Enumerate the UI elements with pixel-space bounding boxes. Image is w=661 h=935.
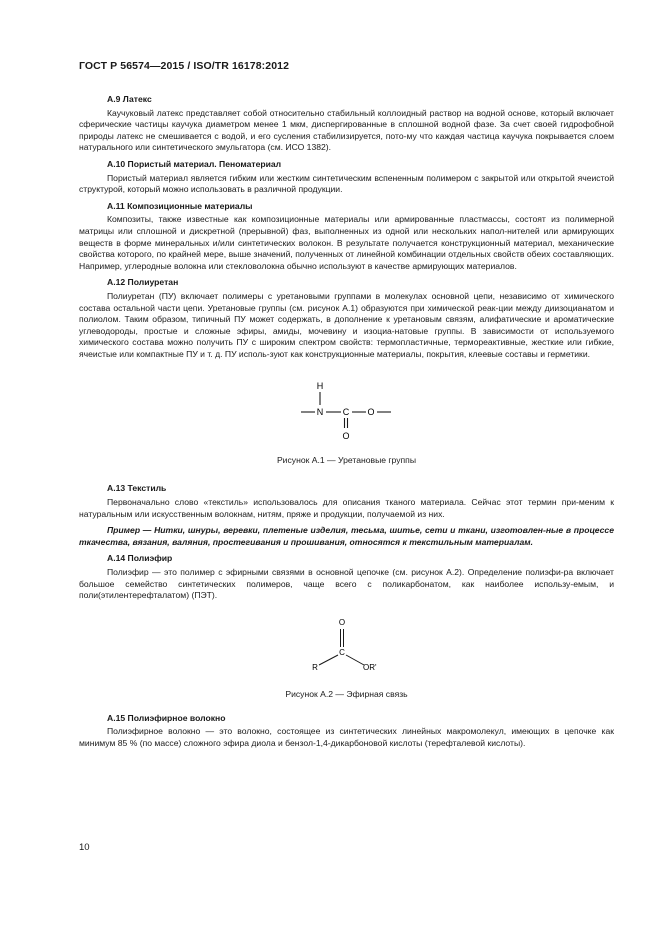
- section-a9: [79, 94, 614, 154]
- section-title: А.13 Текстиль: [107, 483, 167, 494]
- atom-c: C: [342, 407, 350, 418]
- paragraph: Композиты, также известные как композиционные материалы или армированные пластмассы, состоят из полимерной матрицы или сплошной и дискретной (прерывной) фаз, выполненных из одной или нескольких напол-нителей или армирующих веществ в форме минеральных и/или синтетических волокон. В результате получается конструкционный материал, механические свойства которого, по крайней мере, выше значений, полученных от линейной комбинации отдельных свойств обеих составляющих. Например, углеродные волокна или стекловолокна обычно используют в качестве армирующих материалов.: [79, 214, 614, 271]
- atom-o-carbonyl: O: [342, 431, 350, 442]
- figure-ester-bond: [79, 607, 614, 713]
- section-title: А.14 Полиэфир: [107, 553, 173, 564]
- paragraph: Пористый материал является гибким или жестким синтетическим вспененным полимером с закрытой или открытой ячеистой структурой, который можно использовать в различной продукции.: [79, 172, 614, 195]
- section-a11: [79, 201, 614, 273]
- section-a12: [79, 277, 614, 360]
- atom-c: C: [339, 647, 345, 657]
- figure-caption: Рисунок А.2 — Эфирная связь: [285, 688, 408, 699]
- figure-urethane-group: [79, 365, 614, 483]
- section-a14: [79, 553, 614, 601]
- section-title: А.9 Латекс: [107, 94, 152, 104]
- atom-r: R: [312, 662, 318, 672]
- section-title: А.12 Полиуретан: [107, 277, 179, 288]
- section-title: А.15 Полиэфирное волокно: [107, 712, 226, 723]
- paragraph: Первоначально слово «текстиль» использовалось для описания тканого материала. Сейчас этот термин при-меним к натуральным или искусственным волокнам, нитям, пряже и продукции, получаемой из них.: [79, 497, 614, 519]
- atom-h: H: [316, 381, 324, 392]
- paragraph: Полиэфир — это полимер с эфирными связями в основной цепочке (см. рисунок А.2). Определение полиэфи-ра включает большое семейство синтетических полимеров, чаще всего с поликарбонатом, как наиболее использу-емым, и поли(этилентерефталатом) (ПЭТ).: [79, 567, 614, 601]
- ester-structure-diagram: [79, 607, 614, 693]
- section-title: А.11 Композиционные материалы: [107, 200, 253, 211]
- page-number: 10: [79, 842, 90, 853]
- atom-o-top: O: [338, 617, 346, 627]
- section-a15: [79, 713, 614, 750]
- section-title: А.10 Пористый материал. Пеноматериал: [107, 158, 282, 169]
- document-header: ГОСТ Р 56574—2015 / ISO/TR 16178:2012: [79, 60, 290, 72]
- paragraph: Полиуретан (ПУ) включает полимеры с уретановыми группами в молекулах основной цепи, независимо от химического состава остальной части цепи. Уретановые группы (см. рисунок А.1) образуются при химической реак-ции между диизоцианатом и полиолом. Таким образом, типичный ПУ может содержать, в дополнение к уретановым связям, алифатические и ароматические углеводороды, простые и сложные эфиры, амиды, мочевину и изоциа-натовые группы. В зависимости от используемого химического состава можно получить ПУ с широким спектром свойств: термопластичные, термореактивные, жесткие или гибкие, ячеистые или компактные ПУ и т. д. ПУ исполь-зуют как конструкционные материалы, покрытия, клеевые составы и герметики.: [79, 290, 614, 359]
- section-a13: [79, 483, 614, 548]
- figure-caption: Рисунок А.1 — Уретановые группы: [276, 455, 417, 466]
- paragraph: Каучуковый латекс представляет собой относительно стабильный коллоидный раствор на водной основе, который включает сферические частицы каучука диаметром менее 1 мкм, диспергированные в сплошной водной фазе. За счет своей гидрофобной природы латекс не смешивается с водой, и его сусления стабилизируется, пото-му что каждая частица каучука покрывается слоем натурального или синтетического эмульгатора (см. ИСО 1382).: [79, 107, 614, 153]
- page-content: [79, 94, 614, 755]
- atom-n: N: [316, 407, 324, 418]
- section-a10: [79, 159, 614, 196]
- example-paragraph: Пример — Нитки, шнуры, веревки, плетеные изделия, тесьма, шитье, сети и ткани, изготовлен-ные в процессе ткачества, вязания, валяния, простегивания и прошивания, относятся к текстильным материалам.: [79, 525, 614, 547]
- atom-or-prime: OR': [363, 662, 377, 672]
- atom-o-chain: O: [367, 407, 375, 418]
- urethane-structure-diagram: [79, 365, 614, 465]
- paragraph: Полиэфирное волокно — это волокно, состоящее из синтетических линейных макромолекул, имеющих в цепочке как минимум 85 % (по массе) сложного эфира диола и бензол-1,4-дикарбоновой кислоты (терефталевой кислоты).: [79, 726, 614, 748]
